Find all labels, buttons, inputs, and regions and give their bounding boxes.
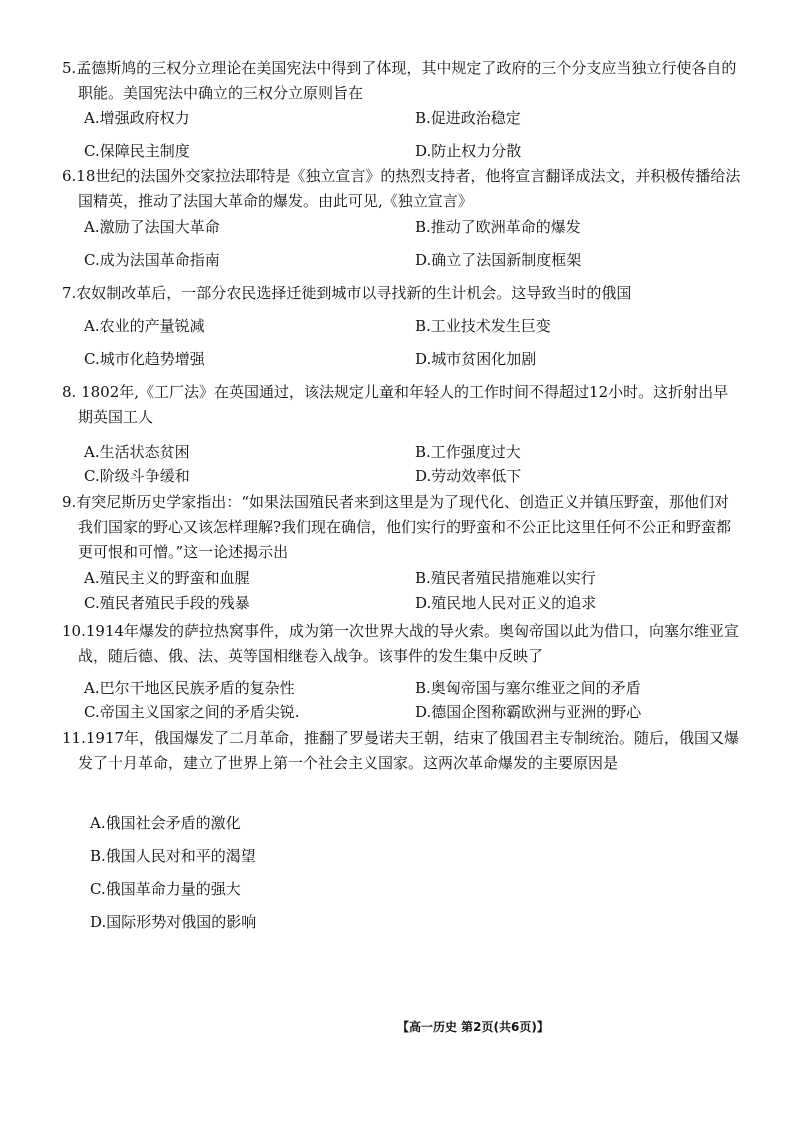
option-c: C.帝国主义国家之间的矛盾尖锐. [84,703,300,721]
question-5 [62,56,742,106]
option-b: B.俄国人民对和平的渴望 [90,847,256,865]
question-stem: 10.1914年爆发的萨拉热窝事件，成为第一次世界大战的导火索。奥匈帝国以此为借口，向塞尔维亚宣战，随后德、俄、法、英等国相继卷入战争。该事件的发生集中反映了 [62,622,740,665]
option-c: C.成为法国革命指南 [84,251,220,269]
question-stem: 7.农奴制改革后，一部分农民选择迁徙到城市以寻找新的生计机会。这导致当时的俄国 [62,284,632,302]
option-b: B.工作强度过大 [415,443,521,461]
question-6 [62,164,742,214]
question-10 [62,619,742,669]
option-a: A.俄国社会矛盾的激化 [90,814,241,832]
option-a: A.生活状态贫困 [84,443,190,461]
option-a: A.激励了法国大革命 [84,218,220,236]
option-a: A.巴尔干地区民族矛盾的复杂性 [84,679,295,697]
question-stem: 5.孟德斯鸠的三权分立理论在美国宪法中得到了体现，其中规定了政府的三个分支应当独立行使各自的职能。美国宪法中确立的三权分立原则旨在 [62,59,737,102]
option-d: D.城市贫困化加剧 [415,350,537,368]
option-b: B.促进政治稳定 [415,109,521,127]
question-9 [62,490,742,565]
option-d: D.德国企图称霸欧洲与亚洲的野心 [415,703,642,721]
question-stem: 9.有突尼斯历史学家指出：“如果法国殖民者来到这里是为了现代化、创造正义并镇压野蛮，那他们对我们国家的野心又该怎样理解?我们现在确信，他们实行的野蛮和不公正比这里任何不公正和野蛮都更可恨和可憎。”这一论述揭示出 [62,493,732,561]
option-c: C.俄国革命力量的强大 [90,880,241,898]
option-c: C.殖民者殖民手段的残暴 [84,594,250,612]
option-d: D.殖民地人民对正义的追求 [415,594,597,612]
option-a: A.殖民主义的野蛮和血腥 [84,569,250,587]
option-d: D.劳动效率低下 [415,467,522,485]
option-c: C.保障民主制度 [84,142,190,160]
question-8 [62,380,742,430]
question-7 [62,281,742,306]
option-c: C.阶级斗争缓和 [84,467,190,485]
option-d: D.防止权力分散 [415,142,522,160]
question-stem: 6.18世纪的法国外交家拉法耶特是《独立宣言》的热烈支持者，他将宣言翻译成法文，并积极传播给法国精英，推动了法国大革命的爆发。由此可见,《独立宣言》 [62,167,741,210]
option-b: B.工业技术发生巨变 [415,317,551,335]
option-a: A.增强政府权力 [84,109,190,127]
option-c: C.城市化趋势增强 [84,350,205,368]
option-b: B.奥匈帝国与塞尔维亚之间的矛盾 [415,679,641,697]
option-b: B.殖民者殖民措施难以实行 [415,569,596,587]
option-d: D.国际形势对俄国的影响 [90,913,257,931]
page-footer: 【高一历史 第2页(共6页)】 [397,1020,549,1034]
question-stem: 11.1917年，俄国爆发了二月革命，推翻了罗曼诺夫王朝，结束了俄国君主专制统治。随后，俄国又爆发了十月革命，建立了世界上第一个社会主义国家。这两次革命爆发的主要原因是 [62,729,740,772]
question-11 [62,726,742,776]
option-d: D.确立了法国新制度框架 [415,251,582,269]
option-b: B.推动了欧洲革命的爆发 [415,218,581,236]
question-stem: 8. 1802年,《工厂法》在英国通过，该法规定儿童和年轻人的工作时间不得超过12小时。这折射出早期英国工人 [62,383,729,426]
option-a: A.农业的产量锐减 [84,317,205,335]
